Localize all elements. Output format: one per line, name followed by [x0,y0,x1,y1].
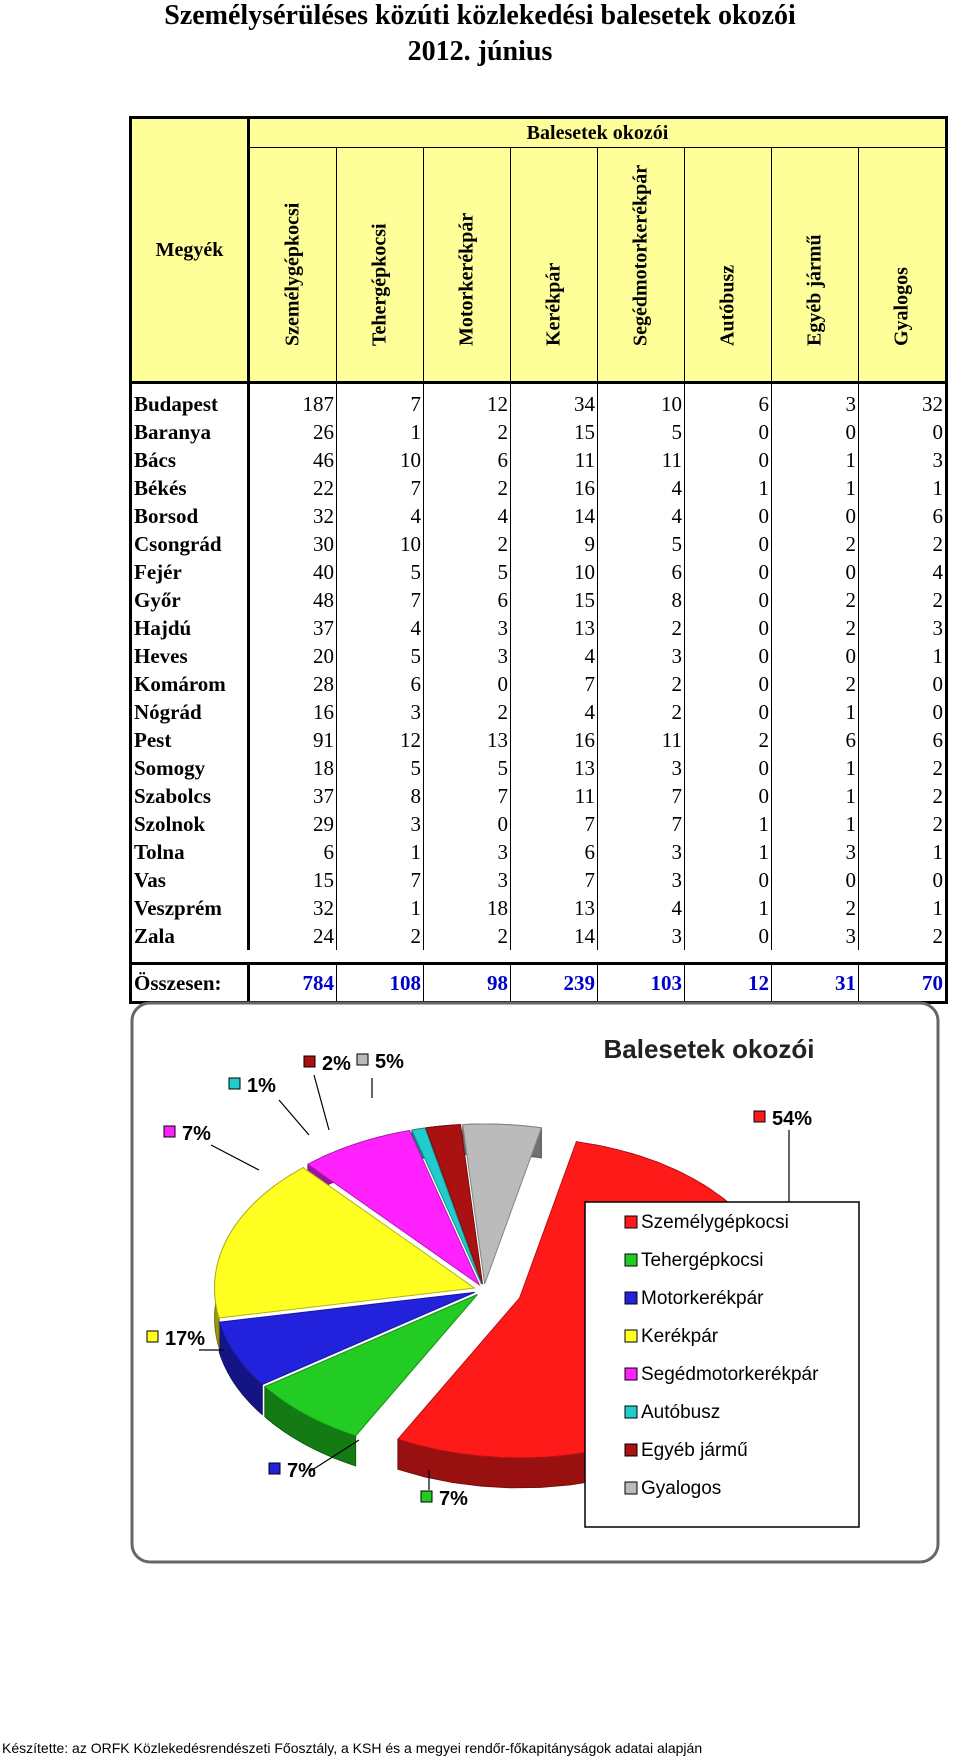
table-cell: 0 [772,418,859,446]
column-header-label: Tehergépkocsi [368,223,391,346]
table-cell: 0 [685,614,772,642]
percent-label: 7% [439,1488,468,1510]
legend-label: Tehergépkocsi [641,1250,764,1271]
table-cell: 8 [598,586,685,614]
table-cell: 16 [511,474,598,502]
county-name: Szolnok [131,810,249,838]
table-cell: 13 [511,754,598,782]
table-cell: 30 [249,530,337,558]
legend-label: Segédmotorkerékpár [641,1364,819,1385]
percent-label: 7% [287,1460,316,1482]
column-header [685,148,772,383]
table-cell: 4 [337,502,424,530]
table-cell: 0 [685,670,772,698]
table-cell: 4 [511,642,598,670]
table-cell: 32 [249,502,337,530]
table-cell: 4 [424,502,511,530]
table-cell: 3 [598,922,685,950]
table-cell: 2 [772,614,859,642]
table-cell: 1 [337,894,424,922]
table-cell: 3 [598,642,685,670]
table-cell: 7 [511,810,598,838]
table-cell: 3 [598,866,685,894]
table-cell: 0 [685,446,772,474]
table-cell: 187 [249,383,337,419]
table-cell: 10 [337,530,424,558]
legend-swatch [625,1368,637,1380]
table-cell: 5 [337,754,424,782]
table-cell: 5 [424,754,511,782]
table-cell: 3 [598,838,685,866]
table-cell: 3 [337,698,424,726]
county-name: Győr [131,586,249,614]
table-cell: 0 [424,810,511,838]
table-cell: 0 [685,530,772,558]
table-cell: 24 [249,922,337,950]
county-name: Budapest [131,383,249,419]
table-row [131,530,947,558]
table-cell: 2 [859,586,947,614]
table-cell: 3 [337,810,424,838]
table-cell: 2 [598,698,685,726]
table-cell: 1 [859,474,947,502]
percent-marker [269,1463,280,1474]
legend-label: Motorkerékpár [641,1288,764,1309]
county-name: Szabolcs [131,782,249,810]
county-name: Vas [131,866,249,894]
county-name: Heves [131,642,249,670]
table-cell: 4 [337,614,424,642]
table-cell: 13 [424,726,511,754]
legend-label: Gyalogos [641,1478,722,1499]
table-cell: 7 [337,866,424,894]
table-cell: 0 [772,866,859,894]
table-cell: 5 [337,558,424,586]
table-row [131,558,947,586]
table-cell: 1 [859,838,947,866]
table-cell: 1 [337,838,424,866]
table-cell: 0 [859,866,947,894]
total-cell: 98 [424,964,511,1003]
table-cell: 5 [598,530,685,558]
total-label: Összesen: [131,964,249,1003]
table-cell: 2 [859,782,947,810]
table-cell: 26 [249,418,337,446]
table-cell: 1 [685,474,772,502]
table-cell: 20 [249,642,337,670]
table-cell: 2 [772,586,859,614]
table-cell: 0 [685,866,772,894]
table-cell: 7 [598,810,685,838]
county-name: Baranya [131,418,249,446]
table-cell: 1 [772,754,859,782]
column-header-label: Segédmotorkerékpár [629,164,652,346]
table-cell: 2 [337,922,424,950]
table-cell: 10 [511,558,598,586]
table-cell: 1 [337,418,424,446]
table-cell: 0 [859,418,947,446]
table-cell: 0 [859,670,947,698]
table-cell: 3 [598,754,685,782]
table-cell: 2 [772,670,859,698]
table-cell: 3 [424,642,511,670]
table-cell: 9 [511,530,598,558]
table-cell: 11 [511,446,598,474]
table-cell: 3 [859,446,947,474]
table-cell: 0 [685,922,772,950]
table-row [131,446,947,474]
table-cell: 16 [249,698,337,726]
percent-label: 54% [772,1108,813,1130]
table-cell: 15 [511,586,598,614]
percent-marker [754,1111,765,1122]
table-cell: 13 [511,614,598,642]
table-cell: 7 [424,782,511,810]
table-cell: 0 [685,558,772,586]
total-cell: 784 [249,964,337,1003]
table-cell: 4 [598,474,685,502]
table-cell: 5 [598,418,685,446]
table-cell: 3 [772,838,859,866]
total-cell: 31 [772,964,859,1003]
table-row [131,418,947,446]
column-header-label: Egyéb jármű [803,234,826,346]
county-name: Tolna [131,838,249,866]
table-cell: 91 [249,726,337,754]
total-cell: 12 [685,964,772,1003]
table-cell: 1 [685,894,772,922]
percent-marker [421,1491,432,1502]
percent-label: 2% [322,1053,351,1075]
table-cell: 6 [859,502,947,530]
table-cell: 48 [249,586,337,614]
page-title: Személysérüléses közúti közlekedési balesetek okozói [164,0,796,31]
table-cell: 2 [859,810,947,838]
table-row [131,698,947,726]
table-cell: 2 [859,754,947,782]
table-cell: 7 [337,383,424,419]
table-cell: 22 [249,474,337,502]
table-cell: 1 [772,446,859,474]
table-cell: 4 [511,698,598,726]
table-cell: 14 [511,922,598,950]
county-name: Veszprém [131,894,249,922]
table-row [131,502,947,530]
table-cell: 34 [511,383,598,419]
table-cell: 18 [249,754,337,782]
total-cell: 108 [337,964,424,1003]
table-cell: 7 [511,670,598,698]
table-cell: 6 [337,670,424,698]
table-cell: 29 [249,810,337,838]
table-row [131,726,947,754]
table-row [131,894,947,922]
legend-swatch [625,1216,637,1228]
legend-swatch [625,1444,637,1456]
county-name: Komárom [131,670,249,698]
table-cell: 5 [424,558,511,586]
table-row [131,614,947,642]
legend-label: Egyéb jármű [641,1440,748,1461]
table-cell: 13 [511,894,598,922]
county-name: Borsod [131,502,249,530]
county-name: Zala [131,922,249,950]
column-header-label: Személygépkocsi [281,202,304,346]
legend-swatch [625,1406,637,1418]
legend-swatch [625,1330,637,1342]
table-row [131,586,947,614]
percent-marker [147,1331,158,1342]
table-cell: 2 [424,698,511,726]
column-header [511,148,598,383]
percent-label: 1% [247,1075,276,1097]
table-cell: 0 [685,642,772,670]
total-cell: 239 [511,964,598,1003]
legend-label: Kerékpár [641,1326,719,1347]
table-cell: 2 [598,670,685,698]
county-name: Békés [131,474,249,502]
table-cell: 7 [337,474,424,502]
county-name: Somogy [131,754,249,782]
table-cell: 32 [859,383,947,419]
table-cell: 3 [424,866,511,894]
total-cell: 103 [598,964,685,1003]
county-header: Megyék [131,118,249,383]
legend-label: Autóbusz [641,1402,721,1423]
table-cell: 0 [772,558,859,586]
table-cell: 7 [337,586,424,614]
table-row [131,642,947,670]
table-cell: 1 [685,838,772,866]
table-cell: 3 [424,614,511,642]
county-name: Fejér [131,558,249,586]
table-cell: 6 [511,838,598,866]
table-cell: 4 [598,894,685,922]
table-cell: 10 [337,446,424,474]
table-cell: 10 [598,383,685,419]
column-header-label: Gyalogos [890,267,913,346]
table-cell: 40 [249,558,337,586]
table-cell: 0 [685,418,772,446]
table-cell: 3 [424,838,511,866]
legend-label: Személygépkocsi [641,1212,789,1233]
percent-marker [164,1126,175,1137]
table-cell: 0 [772,642,859,670]
table-cell: 11 [598,726,685,754]
table-cell: 0 [685,754,772,782]
table-cell: 12 [337,726,424,754]
table-cell: 2 [424,474,511,502]
table-cell: 1 [772,782,859,810]
table-cell: 1 [859,894,947,922]
table-cell: 5 [337,642,424,670]
table-cell: 28 [249,670,337,698]
table-cell: 18 [424,894,511,922]
table-row [131,782,947,810]
table-cell: 7 [598,782,685,810]
table-cell: 0 [772,502,859,530]
table-cell: 2 [859,922,947,950]
column-header-label: Autóbusz [716,264,739,346]
table-cell: 37 [249,614,337,642]
table-cell: 0 [685,698,772,726]
table-row [131,754,947,782]
legend-swatch [625,1254,637,1266]
table-cell: 2 [859,530,947,558]
table-cell: 8 [337,782,424,810]
table-cell: 0 [685,502,772,530]
table-cell: 14 [511,502,598,530]
group-header: Balesetek okozói [249,118,947,148]
table-cell: 1 [685,810,772,838]
pie-chart [129,1000,941,1565]
county-name: Nógrád [131,698,249,726]
table-row [131,474,947,502]
table-cell: 2 [598,614,685,642]
column-header [424,148,511,383]
table-cell: 6 [424,446,511,474]
table-row [131,838,947,866]
percent-label: 5% [375,1051,404,1073]
percent-marker [357,1054,368,1065]
column-header [859,148,947,383]
legend-swatch [625,1292,637,1304]
column-header-label: Kerékpár [542,262,565,346]
table-cell: 7 [511,866,598,894]
table-cell: 3 [859,614,947,642]
table-cell: 2 [772,530,859,558]
table-cell: 6 [685,383,772,419]
county-name: Csongrád [131,530,249,558]
table-row [131,383,947,419]
county-name: Bács [131,446,249,474]
total-cell: 70 [859,964,947,1003]
percent-label: 17% [165,1328,206,1350]
legend-swatch [625,1482,637,1494]
table-cell: 2 [685,726,772,754]
table-cell: 2 [424,418,511,446]
table-cell: 1 [772,698,859,726]
table-cell: 6 [772,726,859,754]
page-subtitle: 2012. június [407,36,553,67]
table-cell: 12 [424,383,511,419]
column-header [598,148,685,383]
county-name: Hajdú [131,614,249,642]
accident-table [129,116,948,1004]
table-row [131,922,947,950]
table-row [131,866,947,894]
table-cell: 15 [511,418,598,446]
table-cell: 11 [511,782,598,810]
table-cell: 1 [772,810,859,838]
table-cell: 4 [859,558,947,586]
column-header [772,148,859,383]
percent-label: 7% [182,1123,211,1145]
table-cell: 4 [598,502,685,530]
table-cell: 1 [859,642,947,670]
table-cell: 2 [772,894,859,922]
table-cell: 11 [598,446,685,474]
table-cell: 0 [424,670,511,698]
chart-title: Balesetek okozói [603,1034,815,1064]
table-cell: 3 [772,383,859,419]
table-cell: 6 [424,586,511,614]
table-cell: 37 [249,782,337,810]
total-row [131,964,947,1003]
column-header [337,148,424,383]
column-header [249,148,337,383]
table-cell: 16 [511,726,598,754]
table-row [131,810,947,838]
table-cell: 6 [249,838,337,866]
table-cell: 6 [598,558,685,586]
percent-marker [229,1078,240,1089]
county-name: Pest [131,726,249,754]
table-cell: 2 [424,530,511,558]
table-cell: 1 [772,474,859,502]
table-cell: 46 [249,446,337,474]
table-cell: 32 [249,894,337,922]
table-cell: 2 [424,922,511,950]
percent-marker [304,1056,315,1067]
table-row [131,670,947,698]
table-cell: 0 [859,698,947,726]
table-cell: 0 [685,586,772,614]
table-cell: 15 [249,866,337,894]
table-cell: 6 [859,726,947,754]
footer-credit: Készítette: az ORFK Közlekedésrendészeti Főosztály, a KSH és a megyei rendőr-főkapitányságok adatai alapján [2,1740,703,1756]
table-cell: 0 [685,782,772,810]
column-header-label: Motorkerékpár [455,212,478,346]
table-cell: 3 [772,922,859,950]
